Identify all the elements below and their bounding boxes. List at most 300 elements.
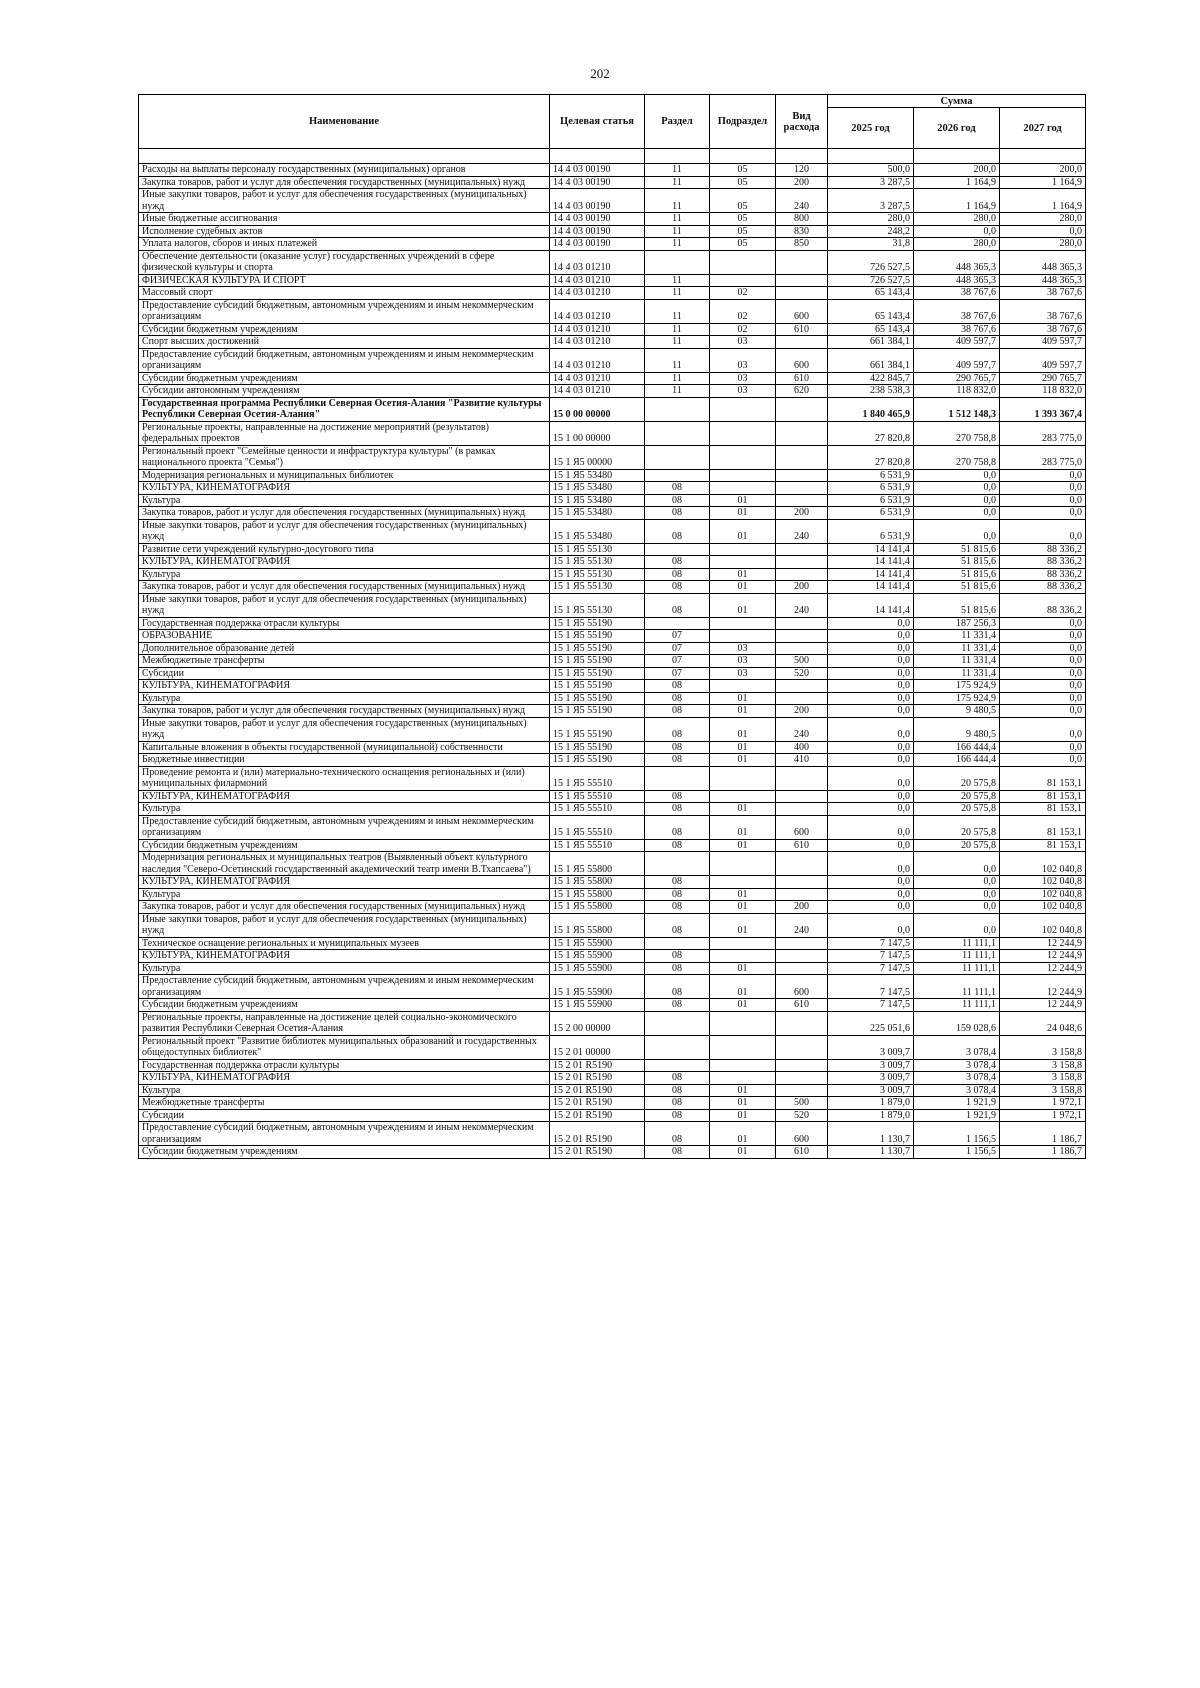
row-amount-2025: 0,0 — [828, 717, 914, 741]
row-expense-type — [776, 469, 828, 482]
row-amount-2027: 283 775,0 — [1000, 421, 1086, 445]
row-name: КУЛЬТУРА, КИНЕМАТОГРАФИЯ — [139, 950, 550, 963]
row-subsection — [710, 617, 776, 630]
row-amount-2025: 7 147,5 — [828, 975, 914, 999]
row-name: Культура — [139, 692, 550, 705]
row-target-article: 15 1 Я5 55190 — [550, 680, 645, 693]
row-subsection: 01 — [710, 705, 776, 718]
table-row — [139, 901, 1086, 914]
row-subsection: 02 — [710, 287, 776, 300]
row-amount-2025: 6 531,9 — [828, 507, 914, 520]
row-amount-2025: 3 287,5 — [828, 189, 914, 213]
row-amount-2027: 81 153,1 — [1000, 766, 1086, 790]
row-amount-2025: 7 147,5 — [828, 962, 914, 975]
row-amount-2025: 6 531,9 — [828, 469, 914, 482]
row-name: Бюджетные инвестиции — [139, 754, 550, 767]
row-subsection: 05 — [710, 225, 776, 238]
row-name: КУЛЬТУРА, КИНЕМАТОГРАФИЯ — [139, 482, 550, 495]
row-subsection — [710, 950, 776, 963]
row-amount-2025: 14 141,4 — [828, 568, 914, 581]
row-name: Модернизация региональных и муниципальных библиотек — [139, 469, 550, 482]
header-target: Целевая статья — [550, 95, 645, 149]
row-amount-2027: 102 040,8 — [1000, 852, 1086, 876]
row-amount-2026: 11 111,1 — [914, 999, 1000, 1012]
table-row — [139, 655, 1086, 668]
row-expense-type: 410 — [776, 754, 828, 767]
header-year-2025: 2025 год — [828, 108, 914, 149]
row-amount-2026: 270 758,8 — [914, 445, 1000, 469]
row-section: 08 — [645, 1109, 710, 1122]
table-row — [139, 741, 1086, 754]
row-expense-type — [776, 482, 828, 495]
row-subsection: 01 — [710, 1109, 776, 1122]
row-section — [645, 250, 710, 274]
row-amount-2027: 0,0 — [1000, 655, 1086, 668]
row-subsection: 01 — [710, 507, 776, 520]
table-row — [139, 680, 1086, 693]
row-amount-2027: 0,0 — [1000, 519, 1086, 543]
table-row — [139, 250, 1086, 274]
row-amount-2025: 1 879,0 — [828, 1097, 914, 1110]
row-subsection: 03 — [710, 655, 776, 668]
row-expense-type — [776, 494, 828, 507]
row-amount-2025: 0,0 — [828, 630, 914, 643]
row-subsection — [710, 1059, 776, 1072]
row-target-article: 15 2 01 R5190 — [550, 1122, 645, 1146]
row-amount-2025: 0,0 — [828, 803, 914, 816]
row-amount-2025: 6 531,9 — [828, 482, 914, 495]
row-subsection: 01 — [710, 593, 776, 617]
row-expense-type — [776, 962, 828, 975]
table-row — [139, 876, 1086, 889]
row-expense-type: 120 — [776, 164, 828, 177]
row-amount-2025: 0,0 — [828, 655, 914, 668]
table-row — [139, 568, 1086, 581]
row-section: 11 — [645, 189, 710, 213]
row-amount-2026: 11 331,4 — [914, 655, 1000, 668]
row-amount-2025: 3 009,7 — [828, 1084, 914, 1097]
row-amount-2026: 51 815,6 — [914, 568, 1000, 581]
row-expense-type: 610 — [776, 999, 828, 1012]
row-amount-2026: 1 156,5 — [914, 1122, 1000, 1146]
header-year-2026: 2026 год — [914, 108, 1000, 149]
table-row — [139, 815, 1086, 839]
row-name: Субсидии бюджетным учреждениям — [139, 839, 550, 852]
row-expense-type — [776, 642, 828, 655]
row-amount-2027: 0,0 — [1000, 507, 1086, 520]
row-expense-type — [776, 543, 828, 556]
row-amount-2025: 3 009,7 — [828, 1035, 914, 1059]
row-amount-2025: 0,0 — [828, 876, 914, 889]
row-amount-2027: 102 040,8 — [1000, 901, 1086, 914]
row-subsection: 03 — [710, 348, 776, 372]
row-subsection — [710, 543, 776, 556]
row-name: Субсидии бюджетным учреждениям — [139, 999, 550, 1012]
row-expense-type — [776, 421, 828, 445]
row-amount-2025: 726 527,5 — [828, 250, 914, 274]
row-section: 08 — [645, 913, 710, 937]
row-subsection: 01 — [710, 975, 776, 999]
row-amount-2027: 0,0 — [1000, 754, 1086, 767]
row-expense-type: 600 — [776, 815, 828, 839]
row-target-article: 15 2 01 R5190 — [550, 1109, 645, 1122]
row-section: 08 — [645, 1122, 710, 1146]
row-amount-2027: 290 765,7 — [1000, 372, 1086, 385]
row-target-article: 14 4 03 01210 — [550, 299, 645, 323]
row-expense-type — [776, 445, 828, 469]
row-expense-type: 610 — [776, 323, 828, 336]
row-amount-2027: 1 164,9 — [1000, 176, 1086, 189]
row-amount-2026: 200,0 — [914, 164, 1000, 177]
row-name: Субсидии бюджетным учреждениям — [139, 1146, 550, 1159]
row-target-article: 15 1 Я5 55190 — [550, 692, 645, 705]
row-subsection — [710, 469, 776, 482]
table-row — [139, 754, 1086, 767]
table-row — [139, 519, 1086, 543]
row-section: 08 — [645, 717, 710, 741]
row-expense-type: 520 — [776, 667, 828, 680]
row-amount-2027: 81 153,1 — [1000, 803, 1086, 816]
row-expense-type — [776, 1059, 828, 1072]
row-amount-2027: 1 186,7 — [1000, 1122, 1086, 1146]
row-amount-2026: 0,0 — [914, 507, 1000, 520]
row-amount-2025: 27 820,8 — [828, 445, 914, 469]
row-amount-2025: 0,0 — [828, 741, 914, 754]
row-expense-type: 500 — [776, 1097, 828, 1110]
row-section: 07 — [645, 655, 710, 668]
row-amount-2027: 3 158,8 — [1000, 1084, 1086, 1097]
row-name: Иные закупки товаров, работ и услуг для обеспечения государственных (муниципальных) нужд — [139, 519, 550, 543]
row-amount-2026: 51 815,6 — [914, 556, 1000, 569]
row-amount-2027: 409 597,7 — [1000, 348, 1086, 372]
row-expense-type: 610 — [776, 372, 828, 385]
row-expense-type: 520 — [776, 1109, 828, 1122]
row-expense-type — [776, 937, 828, 950]
row-expense-type — [776, 803, 828, 816]
table-row — [139, 937, 1086, 950]
row-amount-2026: 11 111,1 — [914, 975, 1000, 999]
table-row — [139, 803, 1086, 816]
row-expense-type — [776, 556, 828, 569]
row-expense-type: 600 — [776, 348, 828, 372]
row-section: 08 — [645, 519, 710, 543]
row-section: 08 — [645, 962, 710, 975]
row-target-article: 14 4 03 01210 — [550, 348, 645, 372]
row-expense-type — [776, 692, 828, 705]
row-subsection: 03 — [710, 385, 776, 398]
row-amount-2026: 20 575,8 — [914, 815, 1000, 839]
row-amount-2026: 51 815,6 — [914, 593, 1000, 617]
row-amount-2027: 1 393 367,4 — [1000, 397, 1086, 421]
row-name: Межбюджетные трансферты — [139, 1097, 550, 1110]
row-expense-type: 240 — [776, 593, 828, 617]
row-target-article: 15 1 Я5 55190 — [550, 741, 645, 754]
row-amount-2025: 0,0 — [828, 692, 914, 705]
row-subsection: 03 — [710, 372, 776, 385]
row-target-article: 15 1 Я5 55800 — [550, 852, 645, 876]
row-amount-2027: 102 040,8 — [1000, 888, 1086, 901]
row-amount-2026: 38 767,6 — [914, 287, 1000, 300]
row-amount-2026: 11 331,4 — [914, 642, 1000, 655]
row-amount-2025: 0,0 — [828, 680, 914, 693]
row-amount-2025: 0,0 — [828, 705, 914, 718]
table-row — [139, 692, 1086, 705]
row-name: КУЛЬТУРА, КИНЕМАТОГРАФИЯ — [139, 1072, 550, 1085]
row-amount-2025: 31,8 — [828, 238, 914, 251]
row-amount-2026: 3 078,4 — [914, 1084, 1000, 1097]
row-section: 08 — [645, 888, 710, 901]
row-amount-2027: 0,0 — [1000, 705, 1086, 718]
row-amount-2026: 166 444,4 — [914, 754, 1000, 767]
row-section: 08 — [645, 839, 710, 852]
row-subsection: 03 — [710, 642, 776, 655]
row-name: Субсидии — [139, 1109, 550, 1122]
row-target-article: 14 4 03 01210 — [550, 372, 645, 385]
row-name: Развитие сети учреждений культурно-досугового типа — [139, 543, 550, 556]
table-row — [139, 494, 1086, 507]
row-expense-type: 200 — [776, 581, 828, 594]
header-spacer-row — [139, 149, 1086, 164]
row-expense-type: 600 — [776, 1122, 828, 1146]
row-section: 08 — [645, 876, 710, 889]
table-row — [139, 1059, 1086, 1072]
row-amount-2026: 51 815,6 — [914, 581, 1000, 594]
row-name: Культура — [139, 962, 550, 975]
row-amount-2027: 81 153,1 — [1000, 790, 1086, 803]
row-target-article: 14 4 03 00190 — [550, 225, 645, 238]
row-section: 08 — [645, 581, 710, 594]
row-amount-2026: 1 512 148,3 — [914, 397, 1000, 421]
header-section: Раздел — [645, 95, 710, 149]
row-amount-2026: 11 111,1 — [914, 962, 1000, 975]
row-section — [645, 1035, 710, 1059]
table-row — [139, 975, 1086, 999]
row-amount-2026: 280,0 — [914, 238, 1000, 251]
row-amount-2027: 118 832,0 — [1000, 385, 1086, 398]
row-amount-2027: 88 336,2 — [1000, 581, 1086, 594]
row-amount-2026: 3 078,4 — [914, 1059, 1000, 1072]
row-amount-2026: 0,0 — [914, 913, 1000, 937]
row-section — [645, 543, 710, 556]
row-amount-2026: 0,0 — [914, 519, 1000, 543]
table-row — [139, 617, 1086, 630]
row-subsection — [710, 1011, 776, 1035]
row-amount-2025: 0,0 — [828, 617, 914, 630]
row-target-article: 14 4 03 01210 — [550, 385, 645, 398]
row-target-article: 15 2 01 R5190 — [550, 1084, 645, 1097]
header-name: Наименование — [139, 95, 550, 149]
row-name: Иные бюджетные ассигнования — [139, 213, 550, 226]
row-target-article: 15 1 Я5 55510 — [550, 803, 645, 816]
row-section: 07 — [645, 630, 710, 643]
row-expense-type: 620 — [776, 385, 828, 398]
row-amount-2027: 0,0 — [1000, 667, 1086, 680]
table-row — [139, 950, 1086, 963]
row-amount-2026: 1 921,9 — [914, 1109, 1000, 1122]
row-amount-2026: 0,0 — [914, 469, 1000, 482]
row-expense-type — [776, 274, 828, 287]
row-name: Региональные проекты, направленные на достижение мероприятий (результатов) федеральных проектов — [139, 421, 550, 445]
row-target-article: 15 1 Я5 55130 — [550, 593, 645, 617]
table-row — [139, 274, 1086, 287]
row-amount-2026: 175 924,9 — [914, 680, 1000, 693]
row-section: 08 — [645, 741, 710, 754]
row-subsection — [710, 421, 776, 445]
row-amount-2025: 0,0 — [828, 642, 914, 655]
row-target-article: 15 1 Я5 55900 — [550, 937, 645, 950]
row-amount-2026: 1 156,5 — [914, 1146, 1000, 1159]
row-amount-2027: 24 048,6 — [1000, 1011, 1086, 1035]
budget-table — [138, 94, 1086, 1159]
row-amount-2025: 225 051,6 — [828, 1011, 914, 1035]
row-expense-type — [776, 790, 828, 803]
row-name: Межбюджетные трансферты — [139, 655, 550, 668]
table-row — [139, 1072, 1086, 1085]
row-subsection — [710, 852, 776, 876]
row-amount-2025: 280,0 — [828, 213, 914, 226]
table-row — [139, 630, 1086, 643]
row-amount-2027: 12 244,9 — [1000, 999, 1086, 1012]
row-subsection: 05 — [710, 164, 776, 177]
row-section: 11 — [645, 372, 710, 385]
row-expense-type — [776, 397, 828, 421]
row-name: Иные закупки товаров, работ и услуг для обеспечения государственных (муниципальных) нужд — [139, 189, 550, 213]
row-target-article: 15 2 01 00000 — [550, 1035, 645, 1059]
row-amount-2026: 11 331,4 — [914, 667, 1000, 680]
row-target-article: 15 1 Я5 55190 — [550, 655, 645, 668]
table-row — [139, 189, 1086, 213]
row-target-article: 15 2 01 R5190 — [550, 1097, 645, 1110]
table-row — [139, 766, 1086, 790]
table-row — [139, 385, 1086, 398]
row-amount-2025: 661 384,1 — [828, 348, 914, 372]
row-amount-2027: 12 244,9 — [1000, 962, 1086, 975]
page-number: 202 — [590, 66, 610, 81]
row-name: Государственная программа Республики Северная Осетия-Алания "Развитие культуры Республики Северная Осетия-Алания" — [139, 397, 550, 421]
table-row — [139, 445, 1086, 469]
row-name: Предоставление субсидий бюджетным, автономным учреждениям и иным некоммерческим организациям — [139, 299, 550, 323]
row-amount-2025: 6 531,9 — [828, 519, 914, 543]
row-subsection: 01 — [710, 717, 776, 741]
row-amount-2025: 65 143,4 — [828, 287, 914, 300]
row-subsection: 01 — [710, 741, 776, 754]
row-amount-2027: 448 365,3 — [1000, 274, 1086, 287]
row-subsection — [710, 630, 776, 643]
row-name: Региональный проект "Семейные ценности и инфраструктура культуры" (в рамках национального проекта "Семья") — [139, 445, 550, 469]
table-row — [139, 469, 1086, 482]
row-section: 08 — [645, 1146, 710, 1159]
row-amount-2027: 0,0 — [1000, 225, 1086, 238]
row-expense-type — [776, 568, 828, 581]
row-section: 08 — [645, 482, 710, 495]
row-section — [645, 397, 710, 421]
row-amount-2027: 12 244,9 — [1000, 937, 1086, 950]
row-target-article: 15 1 Я5 55900 — [550, 950, 645, 963]
table-row — [139, 790, 1086, 803]
table-row — [139, 962, 1086, 975]
row-name: Культура — [139, 568, 550, 581]
row-name: Предоставление субсидий бюджетным, автономным учреждениям и иным некоммерческим организациям — [139, 975, 550, 999]
row-name: Закупка товаров, работ и услуг для обеспечения государственных (муниципальных) нужд — [139, 507, 550, 520]
row-amount-2025: 14 141,4 — [828, 581, 914, 594]
row-section: 07 — [645, 667, 710, 680]
row-target-article: 14 4 03 01210 — [550, 250, 645, 274]
row-amount-2025: 0,0 — [828, 852, 914, 876]
row-name: Культура — [139, 803, 550, 816]
row-expense-type: 500 — [776, 655, 828, 668]
row-amount-2027: 0,0 — [1000, 617, 1086, 630]
row-subsection — [710, 482, 776, 495]
row-amount-2026: 1 164,9 — [914, 189, 1000, 213]
row-name: Исполнение судебных актов — [139, 225, 550, 238]
row-amount-2026: 0,0 — [914, 888, 1000, 901]
row-expense-type — [776, 888, 828, 901]
row-expense-type — [776, 1072, 828, 1085]
row-target-article: 15 1 Я5 55900 — [550, 962, 645, 975]
row-subsection: 05 — [710, 213, 776, 226]
row-subsection: 03 — [710, 336, 776, 349]
row-amount-2027: 0,0 — [1000, 630, 1086, 643]
row-section: 11 — [645, 348, 710, 372]
row-amount-2027: 38 767,6 — [1000, 323, 1086, 336]
row-amount-2026: 11 111,1 — [914, 950, 1000, 963]
row-amount-2025: 500,0 — [828, 164, 914, 177]
row-target-article: 15 1 Я5 53480 — [550, 507, 645, 520]
header-sum: Сумма — [828, 95, 1086, 108]
row-section — [645, 445, 710, 469]
table-row — [139, 1011, 1086, 1035]
row-expense-type — [776, 1084, 828, 1097]
table-row — [139, 1122, 1086, 1146]
row-subsection: 03 — [710, 667, 776, 680]
row-amount-2025: 27 820,8 — [828, 421, 914, 445]
row-expense-type: 240 — [776, 717, 828, 741]
row-amount-2026: 38 767,6 — [914, 323, 1000, 336]
row-amount-2027: 1 972,1 — [1000, 1097, 1086, 1110]
row-target-article: 15 1 Я5 55190 — [550, 667, 645, 680]
row-section: 11 — [645, 385, 710, 398]
row-amount-2025: 0,0 — [828, 790, 914, 803]
row-section: 08 — [645, 705, 710, 718]
row-subsection: 01 — [710, 519, 776, 543]
row-target-article: 15 1 Я5 55190 — [550, 630, 645, 643]
row-subsection: 05 — [710, 176, 776, 189]
row-subsection: 01 — [710, 839, 776, 852]
row-amount-2027: 1 972,1 — [1000, 1109, 1086, 1122]
table-row — [139, 323, 1086, 336]
row-subsection — [710, 790, 776, 803]
row-expense-type — [776, 250, 828, 274]
table-row — [139, 287, 1086, 300]
row-subsection — [710, 680, 776, 693]
row-target-article: 14 4 03 00190 — [550, 189, 645, 213]
row-amount-2027: 1 186,7 — [1000, 1146, 1086, 1159]
row-amount-2025: 0,0 — [828, 766, 914, 790]
row-name: Массовый спорт — [139, 287, 550, 300]
row-subsection: 01 — [710, 999, 776, 1012]
table-row — [139, 397, 1086, 421]
row-amount-2026: 0,0 — [914, 494, 1000, 507]
table-row — [139, 556, 1086, 569]
row-section — [645, 937, 710, 950]
row-amount-2025: 1 130,7 — [828, 1146, 914, 1159]
row-expense-type — [776, 1011, 828, 1035]
row-subsection: 01 — [710, 888, 776, 901]
row-amount-2026: 159 028,6 — [914, 1011, 1000, 1035]
row-section: 08 — [645, 1084, 710, 1097]
row-subsection: 01 — [710, 901, 776, 914]
row-amount-2025: 0,0 — [828, 888, 914, 901]
